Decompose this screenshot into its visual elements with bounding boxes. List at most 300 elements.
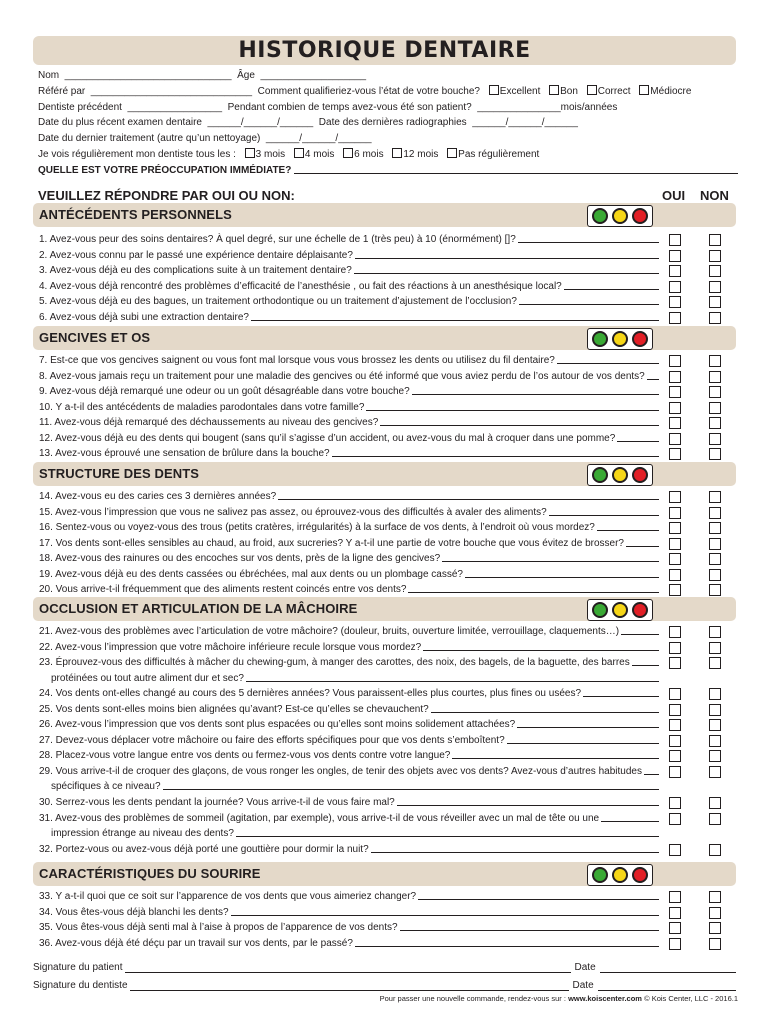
- oui-checkbox[interactable]: [669, 735, 681, 747]
- non-checkbox[interactable]: [709, 448, 721, 460]
- question-text: 28. Placez-vous votre langue entre vos dents ou fermez-vous vos dents contre votre langue?: [39, 750, 451, 762]
- answer-line[interactable]: [236, 826, 659, 837]
- question-text: 16. Sentez-vous ou voyez-vous des trous (petits cratères, irrégularités) à la surface de vos dents, à l’endroit où vous mordez?: [39, 522, 595, 534]
- question-line: [39, 686, 659, 702]
- traffic-light-icon: [587, 464, 653, 486]
- question-text: 31. Avez-vous des problèmes de sommeil (agitation, par exemple), vous arrive-t-il de vous réveiller avec un mal de tête ou une: [39, 812, 600, 824]
- patient-depuis-label: Pendant combien de temps avez-vous été son patient?: [227, 101, 472, 113]
- non-checkbox[interactable]: [709, 507, 721, 519]
- question: [39, 567, 659, 583]
- oui-checkbox[interactable]: [669, 281, 681, 293]
- question-line: [39, 353, 659, 369]
- regulierement-label: Je vois régulièrement mon dentiste tous les :: [38, 148, 236, 160]
- question-text: 25. Vos dents sont-elles moins bien alignées qu’avant? Est-ce qu’elles se chevauchent?: [39, 703, 429, 715]
- patient-signature-label: Signature du patient: [33, 962, 123, 973]
- question: [39, 551, 659, 567]
- answer-line[interactable]: [621, 624, 659, 635]
- question-line: [39, 748, 659, 764]
- answer-line[interactable]: [517, 717, 659, 728]
- answer-line[interactable]: [355, 936, 659, 947]
- question: [39, 248, 659, 264]
- question-text: 3. Avez-vous déjà eu des complications suite à un traitement dentaire?: [39, 265, 352, 277]
- question-text: 21. Avez-vous des problèmes avec l’articulation de votre mâchoire? (douleur, bruits, ouverture limitée, verrouillage, claquements…): [39, 626, 620, 637]
- green-light-icon: [592, 602, 608, 618]
- question-text: 18. Avez-vous des rainures ou des encoches sur vos dents, près de la ligne des gencives?: [39, 553, 441, 565]
- frequency-checkbox[interactable]: [447, 148, 457, 158]
- question-text: 19. Avez-vous déjà eu des dents cassées ou ébréchées, mal aux dents ou un plombage cassé?: [39, 568, 463, 580]
- oui-checkbox[interactable]: [669, 922, 681, 934]
- section-title: GENCIVES ET OS: [39, 330, 151, 345]
- oui-checkbox[interactable]: [669, 371, 681, 383]
- question-text: impression étrange au niveau des dents?: [51, 828, 234, 840]
- answer-line[interactable]: [231, 905, 659, 916]
- answer-line[interactable]: [518, 232, 659, 243]
- mois-annees-label: mois/années: [560, 101, 618, 113]
- question-text: 4. Avez-vous déjà rencontré des problèmes d’efficacité de l’anesthésie , ou fait des réactions à un anesthésique local?: [39, 280, 562, 292]
- non-checkbox[interactable]: [709, 433, 721, 445]
- non-checkbox[interactable]: [709, 312, 721, 324]
- oui-checkbox[interactable]: [669, 657, 681, 669]
- answer-line[interactable]: [583, 686, 659, 697]
- question-line: [39, 889, 659, 905]
- non-checkbox[interactable]: [709, 813, 721, 825]
- oui-checkbox[interactable]: [669, 312, 681, 324]
- question: [39, 905, 659, 921]
- question: [39, 279, 659, 295]
- oui-checkbox[interactable]: [669, 522, 681, 534]
- oui-checkbox[interactable]: [669, 891, 681, 903]
- question-text: 2. Avez-vous connu par le passé une expérience dentaire déplaisante?: [39, 249, 353, 261]
- oui-header: OUI: [662, 188, 686, 203]
- nettoyage-date-field[interactable]: ______/______/______: [263, 133, 372, 145]
- question-text: 5. Avez-vous déjà eu des bagues, un traitement orthodontique ou un traitement d’ajustement de l’occlusion?: [39, 296, 517, 308]
- non-checkbox[interactable]: [709, 417, 721, 429]
- question-line: [39, 624, 659, 640]
- answer-line[interactable]: [452, 748, 659, 759]
- non-checkbox[interactable]: [709, 891, 721, 903]
- non-checkbox[interactable]: [709, 844, 721, 856]
- section-1: [33, 203, 736, 323]
- oui-checkbox[interactable]: [669, 265, 681, 277]
- title-bar: [33, 36, 736, 65]
- preoccupation-label: QUELLE EST VOTRE PRÉOCCUPATION IMMÉDIATE?: [38, 164, 292, 176]
- oui-checkbox[interactable]: [669, 250, 681, 262]
- section-header: [33, 862, 736, 886]
- answer-line[interactable]: [278, 489, 659, 500]
- dentiste-field[interactable]: _________________: [124, 101, 225, 113]
- question-line: [39, 582, 659, 598]
- question-line: [39, 431, 659, 447]
- non-checkbox[interactable]: [709, 569, 721, 581]
- patient-date-label: Date: [574, 962, 596, 973]
- patient-signature-field[interactable]: [125, 962, 571, 973]
- section-header: [33, 597, 736, 621]
- non-checkbox[interactable]: [709, 355, 721, 367]
- question: [39, 353, 659, 369]
- patient-depuis-field[interactable]: _______________: [474, 101, 561, 113]
- answer-line[interactable]: [423, 640, 659, 651]
- condition-option-label: Médiocre: [650, 85, 692, 97]
- answer-line[interactable]: [400, 920, 659, 931]
- question: [39, 294, 659, 310]
- question-text: 17. Vos dents sont-elles sensibles au chaud, au froid, aux sucreries? Y a-t-il une partie de votre bouche que vous évitez de brosser?: [39, 537, 624, 549]
- question-text: protéinées ou tout autre aliment dur et sec?: [51, 672, 244, 684]
- non-checkbox[interactable]: [709, 281, 721, 293]
- non-checkbox[interactable]: [709, 522, 721, 534]
- answer-line[interactable]: [597, 520, 659, 531]
- age-field[interactable]: ___________________: [257, 70, 367, 81]
- oui-checkbox[interactable]: [669, 386, 681, 398]
- question-line: [39, 655, 659, 671]
- question-text: 33. Y a-t-il quoi que ce soit sur l’apparence de vos dents que vous aimeriez changer?: [39, 891, 417, 902]
- non-checkbox[interactable]: [709, 538, 721, 550]
- condition-option-label: Bon: [560, 85, 578, 97]
- non-checkbox[interactable]: [709, 719, 721, 731]
- non-checkbox[interactable]: [709, 688, 721, 700]
- question-text: 29. Vous arrive-t-il de croquer des glaçons, de vous ronger les ongles, de tenir des objets avec vos dents? Avez-vous d’autres habitudes: [39, 765, 642, 777]
- question: [39, 536, 659, 552]
- red-light-icon: [632, 208, 648, 224]
- radiographies-date-field[interactable]: ______/______/______: [469, 117, 578, 129]
- answer-line[interactable]: [632, 655, 659, 666]
- patient-date-field[interactable]: [600, 962, 736, 973]
- question-line: [39, 920, 659, 936]
- oui-checkbox[interactable]: [669, 569, 681, 581]
- footer-url[interactable]: www.koiscenter.com: [568, 994, 642, 1003]
- non-checkbox[interactable]: [709, 704, 721, 716]
- red-light-icon: [632, 331, 648, 347]
- dentist-signature-row: [33, 980, 736, 991]
- question-line: [39, 263, 659, 279]
- patient-info: [38, 68, 738, 179]
- condition-option-label: Correct: [597, 85, 631, 97]
- traffic-light-icon: [587, 599, 653, 621]
- red-light-icon: [632, 602, 648, 618]
- yellow-light-icon: [612, 208, 628, 224]
- non-checkbox[interactable]: [709, 657, 721, 669]
- question-text: 20. Vous arrive-t-il fréquemment que des aliments restent coincés entre vos dents?: [39, 584, 407, 596]
- question-line: [39, 567, 659, 583]
- question-line: [39, 905, 659, 921]
- question-line: [39, 936, 659, 952]
- answer-line[interactable]: [626, 536, 659, 547]
- frequency-checkbox[interactable]: [392, 148, 402, 158]
- oui-checkbox[interactable]: [669, 355, 681, 367]
- question-text: 15. Avez-vous l’impression que vous ne salivez pas assez, ou éprouvez-vous des difficultés à avaler des aliments?: [39, 506, 547, 518]
- section-header: [33, 326, 736, 350]
- answer-line[interactable]: [371, 842, 659, 853]
- answer-line[interactable]: [617, 431, 659, 442]
- answer-line[interactable]: [397, 795, 659, 806]
- frequency-option-label: 6 mois: [354, 148, 384, 160]
- dentist-date-field[interactable]: [598, 980, 736, 991]
- non-header: NON: [700, 188, 729, 203]
- question-text: 7. Est-ce que vos gencives saignent ou vous font mal lorsque vous vous brossez les dents ou utilisez du fil dentaire?: [39, 355, 555, 366]
- oui-checkbox[interactable]: [669, 584, 681, 596]
- radiographies-label: Date des dernières radiographies: [318, 117, 467, 129]
- question-line: [39, 248, 659, 264]
- condition-checkbox[interactable]: [587, 85, 597, 95]
- condition-checkbox[interactable]: [549, 85, 559, 95]
- question-text: 27. Devez-vous déplacer votre mâchoire ou faire des efforts spécifiques pour que vos dents s’emboîtent?: [39, 734, 505, 746]
- frequency-option-label: 12 mois: [403, 148, 439, 160]
- oui-checkbox[interactable]: [669, 296, 681, 308]
- oui-checkbox[interactable]: [669, 433, 681, 445]
- question-line: [39, 369, 659, 385]
- page-title: HISTORIQUE DENTAIRE: [238, 38, 531, 63]
- question-line: [39, 415, 659, 431]
- question-line: [39, 489, 659, 505]
- dentist-date-label: Date: [572, 980, 594, 991]
- non-checkbox[interactable]: [709, 386, 721, 398]
- question: [39, 748, 659, 764]
- oui-checkbox[interactable]: [669, 907, 681, 919]
- nom-label: Nom: [38, 70, 60, 81]
- refere-field[interactable]: _____________________________: [88, 85, 255, 97]
- non-checkbox[interactable]: [709, 250, 721, 262]
- answer-line[interactable]: [251, 310, 659, 321]
- question-line: [39, 294, 659, 310]
- non-checkbox[interactable]: [709, 907, 721, 919]
- oui-checkbox[interactable]: [669, 688, 681, 700]
- question: [39, 489, 659, 505]
- oui-checkbox[interactable]: [669, 704, 681, 716]
- question-text: 26. Avez-vous l’impression que vos dents sont plus espacées ou qu’elles sont moins solidement attachées?: [39, 719, 516, 731]
- question-line: [39, 232, 659, 248]
- answer-line[interactable]: [465, 567, 659, 578]
- oui-checkbox[interactable]: [669, 538, 681, 550]
- non-checkbox[interactable]: [709, 234, 721, 246]
- answer-line[interactable]: [412, 384, 659, 395]
- answer-line[interactable]: [549, 505, 659, 516]
- section-2: [33, 326, 736, 460]
- frequency-checkbox[interactable]: [245, 148, 255, 158]
- question: [39, 811, 659, 842]
- question-line: [39, 764, 659, 780]
- question-text: 8. Avez-vous jamais reçu un traitement pour une maladie des gencives ou été informé que vous aviez perdu de l’os autour de vos dents?: [39, 370, 645, 382]
- answer-line[interactable]: [601, 811, 659, 822]
- oui-checkbox[interactable]: [669, 797, 681, 809]
- frequency-option-label: Pas régulièrement: [458, 148, 540, 160]
- section-3: [33, 462, 736, 596]
- question-line: [39, 842, 659, 858]
- question-line: [39, 640, 659, 656]
- question: [39, 702, 659, 718]
- condition-checkbox[interactable]: [639, 85, 649, 95]
- oui-checkbox[interactable]: [669, 642, 681, 654]
- question: [39, 415, 659, 431]
- question-line: [39, 400, 659, 416]
- green-light-icon: [592, 331, 608, 347]
- question: [39, 842, 659, 858]
- yellow-light-icon: [612, 331, 628, 347]
- answer-line[interactable]: [355, 248, 659, 259]
- question: [39, 520, 659, 536]
- oui-checkbox[interactable]: [669, 766, 681, 778]
- oui-checkbox[interactable]: [669, 402, 681, 414]
- preoccupation-field[interactable]: [294, 163, 738, 174]
- non-checkbox[interactable]: [709, 371, 721, 383]
- answer-line[interactable]: [408, 582, 659, 593]
- footer: [380, 994, 738, 1003]
- dentist-signature-field[interactable]: [130, 980, 569, 991]
- oui-checkbox[interactable]: [669, 813, 681, 825]
- non-checkbox[interactable]: [709, 584, 721, 596]
- question: [39, 384, 659, 400]
- answer-line[interactable]: [557, 353, 659, 364]
- question-text: 36. Avez-vous déjà été déçu par un travail sur vos dents, par le passé?: [39, 937, 353, 949]
- answer-line[interactable]: [332, 446, 659, 457]
- section-5: [33, 862, 736, 949]
- frequency-option-label: 4 mois: [304, 148, 335, 160]
- oui-checkbox[interactable]: [669, 491, 681, 503]
- question-text: 14. Avez-vous eu des caries ces 3 dernières années?: [39, 491, 277, 502]
- non-checkbox[interactable]: [709, 797, 721, 809]
- answer-line[interactable]: [380, 415, 659, 426]
- footer-copyright: © Kois Center, LLC - 2016.1: [644, 994, 738, 1003]
- question-text: 24. Vos dents ont-elles changé au cours des 5 dernières années? Vous paraissent-elles plus courtes, plus fines ou usées?: [39, 688, 582, 700]
- non-checkbox[interactable]: [709, 766, 721, 778]
- oui-checkbox[interactable]: [669, 507, 681, 519]
- question: [39, 717, 659, 733]
- examen-label: Date du plus récent examen dentaire: [38, 117, 202, 129]
- question-line: [39, 536, 659, 552]
- non-checkbox[interactable]: [709, 750, 721, 762]
- question-line: [39, 779, 659, 795]
- question: [39, 624, 659, 640]
- dentiste-label: Dentiste précédent: [38, 101, 122, 113]
- frequency-checkbox[interactable]: [343, 148, 353, 158]
- question-line: [39, 505, 659, 521]
- oui-checkbox[interactable]: [669, 448, 681, 460]
- section-title: STRUCTURE DES DENTS: [39, 466, 200, 481]
- yellow-light-icon: [612, 602, 628, 618]
- question-text: 34. Vous êtes-vous déjà blanchi les dents?: [39, 906, 229, 918]
- red-light-icon: [632, 867, 648, 883]
- green-light-icon: [592, 867, 608, 883]
- oui-checkbox[interactable]: [669, 417, 681, 429]
- answer-line[interactable]: [246, 671, 659, 682]
- question-line: [39, 671, 659, 687]
- non-checkbox[interactable]: [709, 626, 721, 638]
- question-text: spécifiques à ce niveau?: [51, 781, 161, 793]
- traffic-light-icon: [587, 864, 653, 886]
- answer-line[interactable]: [647, 369, 659, 380]
- question-line: [39, 826, 659, 842]
- non-checkbox[interactable]: [709, 735, 721, 747]
- traffic-light-icon: [587, 328, 653, 350]
- question-line: [39, 717, 659, 733]
- answer-line[interactable]: [366, 400, 659, 411]
- question: [39, 733, 659, 749]
- question: [39, 582, 659, 598]
- answer-line[interactable]: [507, 733, 659, 744]
- non-checkbox[interactable]: [709, 265, 721, 277]
- question: [39, 369, 659, 385]
- dentist-signature-label: Signature du dentiste: [33, 980, 128, 991]
- condition-option-label: Excellent: [499, 85, 541, 97]
- answer-line[interactable]: [431, 702, 659, 713]
- question-line: [39, 310, 659, 326]
- answer-line[interactable]: [163, 779, 659, 790]
- condition-checkbox[interactable]: [489, 85, 499, 95]
- oui-checkbox[interactable]: [669, 234, 681, 246]
- question: [39, 795, 659, 811]
- non-checkbox[interactable]: [709, 296, 721, 308]
- question-text: 6. Avez-vous déjà subi une extraction dentaire?: [39, 311, 249, 323]
- section-title: ANTÉCÉDENTS PERSONNELS: [39, 207, 232, 222]
- section-header: [33, 462, 736, 486]
- frequency-checkbox[interactable]: [294, 148, 304, 158]
- refere-label: Référé par: [38, 85, 86, 97]
- nom-field[interactable]: ______________________________: [61, 70, 235, 81]
- question-text: 11. Avez-vous déjà remarqué des déchaussements au niveau des gencives?: [39, 417, 379, 429]
- non-checkbox[interactable]: [709, 491, 721, 503]
- non-checkbox[interactable]: [709, 922, 721, 934]
- oui-checkbox[interactable]: [669, 719, 681, 731]
- red-light-icon: [632, 467, 648, 483]
- oui-checkbox[interactable]: [669, 553, 681, 565]
- question-line: [39, 520, 659, 536]
- question-line: [39, 384, 659, 400]
- question: [39, 936, 659, 952]
- non-checkbox[interactable]: [709, 642, 721, 654]
- oui-checkbox[interactable]: [669, 750, 681, 762]
- oui-checkbox[interactable]: [669, 938, 681, 950]
- section-title: OCCLUSION ET ARTICULATION DE LA MÂCHOIRE: [39, 601, 358, 616]
- question: [39, 263, 659, 279]
- question-text: 35. Vous êtes-vous déjà senti mal à l’aise à propos de l’apparence de vos dents?: [39, 922, 398, 934]
- question-text: 32. Portez-vous ou avez-vous déjà porté une gouttière pour dormir la nuit?: [39, 843, 369, 855]
- answer-line[interactable]: [519, 294, 659, 305]
- yellow-light-icon: [612, 467, 628, 483]
- question-text: 1. Avez-vous peur des soins dentaires? À quel degré, sur une échelle de 1 (très peu) à 10 (énormément) []?: [39, 234, 516, 245]
- question: [39, 431, 659, 447]
- question-line: [39, 702, 659, 718]
- answer-line[interactable]: [418, 889, 659, 900]
- question: [39, 640, 659, 656]
- oui-checkbox[interactable]: [669, 844, 681, 856]
- non-checkbox[interactable]: [709, 938, 721, 950]
- footer-prefix: Pour passer une nouvelle commande, rendez-vous sur :: [379, 994, 566, 1003]
- question-line: [39, 811, 659, 827]
- non-checkbox[interactable]: [709, 402, 721, 414]
- answer-line[interactable]: [564, 279, 659, 290]
- yellow-light-icon: [612, 867, 628, 883]
- instructions: VEUILLEZ RÉPONDRE PAR OUI OU NON:: [38, 188, 295, 203]
- green-light-icon: [592, 467, 608, 483]
- examen-date-field[interactable]: ______/______/______: [204, 117, 317, 129]
- oui-checkbox[interactable]: [669, 626, 681, 638]
- answer-line[interactable]: [644, 764, 659, 775]
- question: [39, 655, 659, 686]
- section-4: [33, 597, 736, 855]
- green-light-icon: [592, 208, 608, 224]
- traffic-light-icon: [587, 205, 653, 227]
- question: [39, 920, 659, 936]
- question: [39, 686, 659, 702]
- answer-line[interactable]: [354, 263, 659, 274]
- question-text: 22. Avez-vous l’impression que votre mâchoire inférieure recule lorsque vous mordez?: [39, 641, 422, 653]
- frequency-option-label: 3 mois: [255, 148, 286, 160]
- question: [39, 310, 659, 326]
- non-checkbox[interactable]: [709, 553, 721, 565]
- answer-line[interactable]: [442, 551, 659, 562]
- question: [39, 505, 659, 521]
- nettoyage-label: Date du dernier traitement (autre qu’un nettoyage): [38, 133, 261, 145]
- question-text: 30. Serrez-vous les dents pendant la journée? Vous arrive-t-il de vous faire mal?: [39, 797, 395, 809]
- question-line: [39, 551, 659, 567]
